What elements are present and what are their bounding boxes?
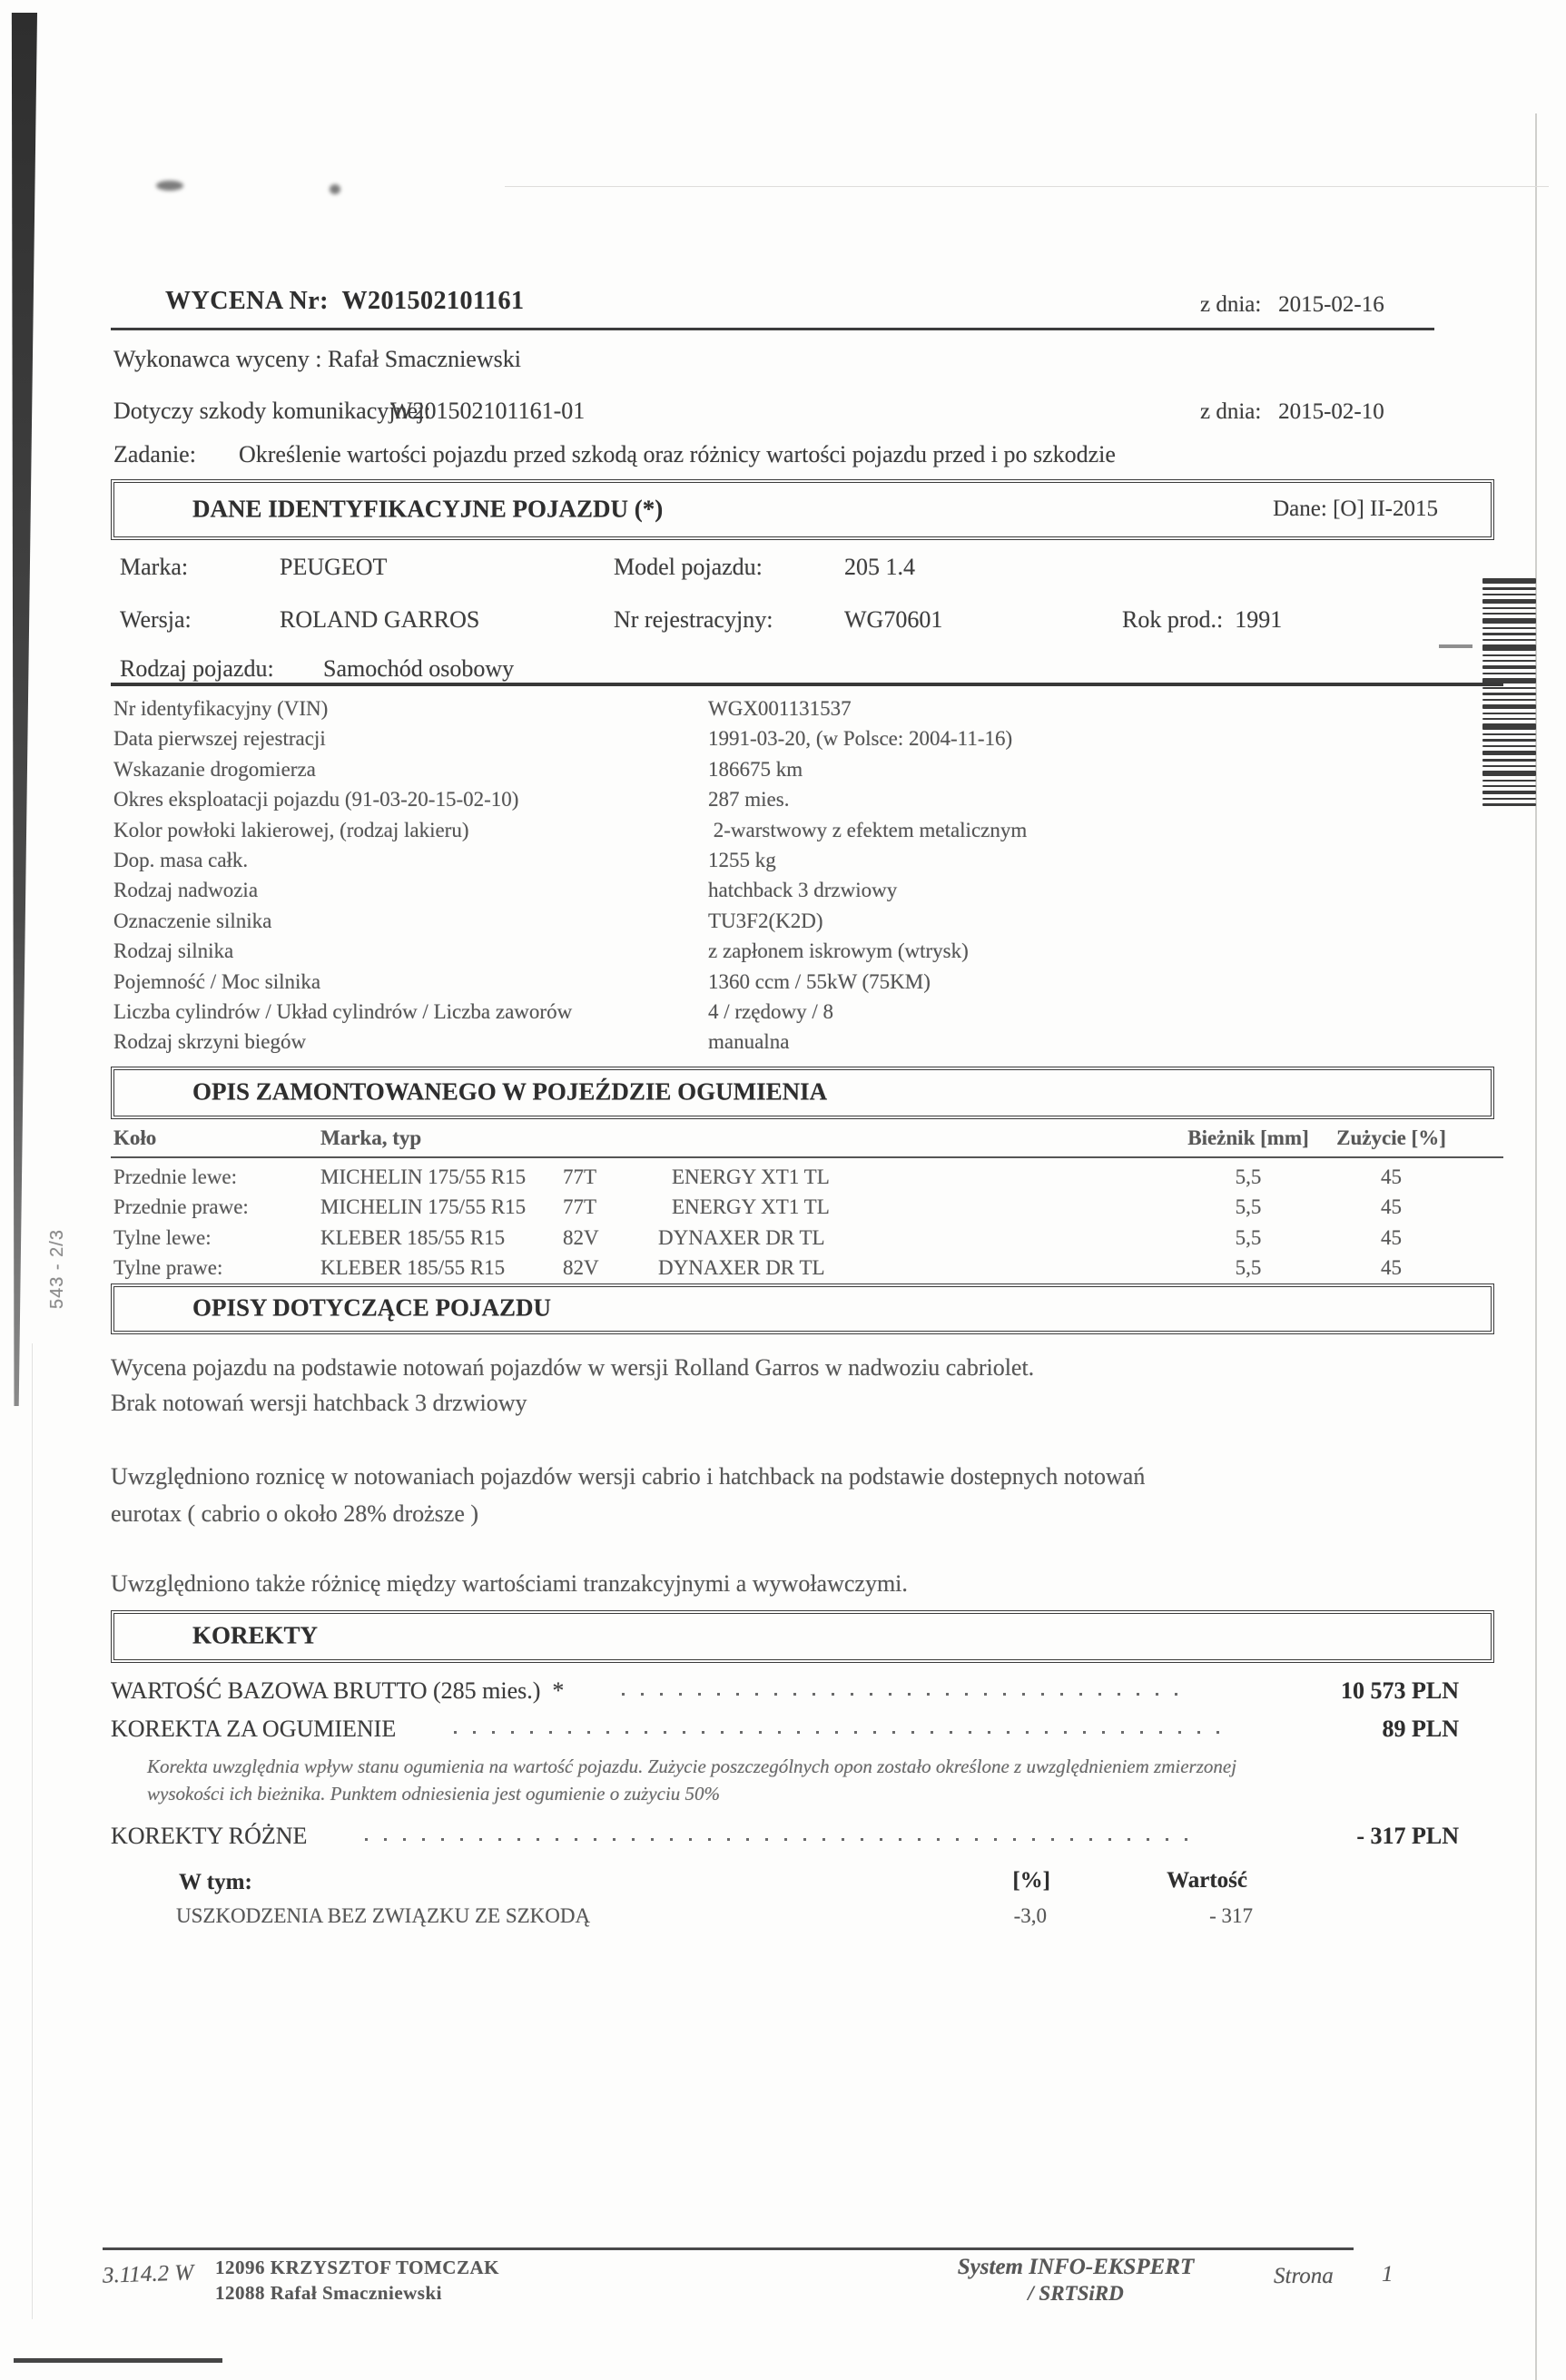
tire-position: Tylne prawe: bbox=[113, 1256, 223, 1279]
detail-value: WGX001131537 bbox=[708, 697, 852, 720]
tire-brand-size: MICHELIN 175/55 R15 bbox=[320, 1165, 527, 1188]
task-label: Zadanie: bbox=[113, 441, 196, 467]
model-label: Model pojazdu: bbox=[614, 554, 763, 580]
tire-brand-size: KLEBER 185/55 R15 bbox=[320, 1226, 506, 1249]
detail-label: Okres eksploatacji pojazdu (91-03-20-15-02-10) bbox=[113, 788, 519, 811]
wtym-col-value: Wartość bbox=[1167, 1868, 1247, 1893]
footer-system-line1: System INFO-EKSPERT bbox=[957, 2255, 1195, 2279]
tire-index: 82V bbox=[563, 1256, 599, 1279]
section-title-descriptions: OPISY DOTYCZĄCE POJAZDU bbox=[192, 1293, 552, 1322]
tire-position: Tylne lewe: bbox=[113, 1226, 212, 1249]
vehicle-details-list bbox=[113, 697, 1439, 1061]
tire-wear: 45 bbox=[1381, 1195, 1402, 1218]
section-box-identification bbox=[111, 479, 1494, 540]
detail-label: Rodzaj nadwozia bbox=[113, 879, 259, 902]
date-value: 2015-02-10 bbox=[1278, 399, 1384, 424]
document-date bbox=[1200, 292, 1384, 318]
header-rule bbox=[111, 328, 1434, 330]
rodzaj-value: Samochód osobowy bbox=[323, 655, 515, 682]
tire-wear: 45 bbox=[1381, 1256, 1402, 1279]
correction-label: WARTOŚĆ BAZOWA BRUTTO (285 mies.) * bbox=[111, 1677, 565, 1704]
tire-type: DYNAXER DR TL bbox=[658, 1226, 825, 1249]
detail-row bbox=[113, 879, 1439, 909]
detail-value: 186675 km bbox=[708, 757, 803, 781]
footer-page-label: Strona bbox=[1274, 2264, 1334, 2288]
scan-left-faint-line bbox=[32, 1343, 33, 2319]
description-paragraph: Wycena pojazdu na podstawie notowań pojazdów w wersji Rolland Garros w nadwoziu cabriolet. bbox=[111, 1354, 1035, 1381]
rok-prod bbox=[1122, 606, 1282, 634]
wtym-item-label: USZKODZENIA BEZ ZWIĄZKU ZE SZKODĄ bbox=[176, 1904, 591, 1927]
correction-value: 89 PLN bbox=[1382, 1716, 1459, 1742]
detail-label: Nr identyfikacyjny (VIN) bbox=[113, 697, 329, 720]
rejestracja-label: Nr rejestracyjny: bbox=[614, 606, 773, 633]
detail-label: Pojemność / Moc silnika bbox=[113, 969, 321, 993]
tire-tread: 5,5 bbox=[1235, 1256, 1262, 1279]
detail-row bbox=[113, 727, 1439, 757]
tire-wear: 45 bbox=[1381, 1165, 1402, 1188]
detail-row bbox=[113, 939, 1439, 969]
scan-edge-artifact bbox=[11, 13, 37, 1406]
detail-label: Kolor powłoki lakierowej, (rodzaj lakieru) bbox=[113, 818, 469, 841]
tire-type: ENERGY XT1 TL bbox=[672, 1165, 830, 1188]
tire-tread: 5,5 bbox=[1235, 1195, 1262, 1218]
date-value: 2015-02-16 bbox=[1278, 292, 1384, 317]
section-title-tires: OPIS ZAMONTOWANEGO W POJEŹDZIE OGUMIENIA bbox=[192, 1077, 828, 1106]
claim-date bbox=[1200, 399, 1384, 425]
detail-value: 1991-03-20, (w Polsce: 2004-11-16) bbox=[708, 727, 1013, 751]
description-paragraph: Uwzględniono roznicę w notowaniach pojazdów wersji cabrio i hatchback na podstawie dostepnych notowań bbox=[111, 1463, 1146, 1490]
footer-system-line2: / SRTSiRD bbox=[1028, 2282, 1124, 2305]
tire-header-rule bbox=[111, 1156, 1503, 1158]
detail-row bbox=[113, 1030, 1439, 1060]
data-reference: Dane: [O] II-2015 bbox=[1273, 496, 1438, 521]
detail-value: 1255 kg bbox=[708, 848, 776, 871]
correction-label: KOREKTA ZA OGUMIENIE bbox=[111, 1716, 397, 1742]
rejestracja-value: WG70601 bbox=[844, 606, 943, 633]
document-title-label: WYCENA Nr: bbox=[165, 287, 329, 315]
section-title-corrections: KOREKTY bbox=[192, 1621, 319, 1649]
dotted-leader bbox=[454, 1718, 1226, 1736]
section-box-corrections bbox=[111, 1610, 1494, 1663]
rok-value: 1991 bbox=[1235, 606, 1283, 633]
footer-expert-1: 12096 KRZYSZTOF TOMCZAK bbox=[215, 2257, 499, 2278]
correction-row bbox=[111, 1716, 1459, 1743]
footer-expert-2: 12088 Rafał Smaczniewski bbox=[215, 2282, 442, 2304]
tire-tread: 5,5 bbox=[1235, 1226, 1262, 1249]
footer-rule bbox=[103, 2247, 1354, 2250]
tire-index: 77T bbox=[563, 1165, 597, 1188]
wersja-label: Wersja: bbox=[120, 606, 192, 633]
detail-row bbox=[113, 849, 1439, 879]
footer-page-number: 1 bbox=[1382, 2262, 1394, 2287]
detail-value: 4 / rzędowy / 8 bbox=[708, 999, 833, 1023]
dotted-leader bbox=[622, 1680, 1185, 1698]
col-zuzycie: Zużycie [%] bbox=[1336, 1126, 1446, 1149]
scan-smudge bbox=[156, 181, 183, 191]
wtym-col-pct: [%] bbox=[1012, 1868, 1050, 1893]
executor-line: Wykonawca wyceny : Rafał Smaczniewski bbox=[113, 346, 521, 372]
description-paragraph: eurotax ( cabrio o około 28% droższe ) bbox=[111, 1500, 479, 1527]
correction-note-line1: Korekta uwzględnia wpływ stanu ogumienia na wartość pojazdu. Zużycie poszczególnych opon zostało określone z uwzględnieniem zmierzonej bbox=[147, 1755, 1237, 1777]
tire-wear: 45 bbox=[1381, 1226, 1402, 1249]
section-title-identification: DANE IDENTYFIKACYJNE POJAZDU (*) bbox=[192, 494, 664, 522]
correction-value: 10 573 PLN bbox=[1341, 1677, 1459, 1704]
detail-label: Dop. masa całk. bbox=[113, 848, 249, 871]
detail-row bbox=[113, 697, 1439, 727]
scan-top-faint-line bbox=[505, 186, 1549, 187]
detail-label: Wskazanie drogomierza bbox=[113, 757, 316, 781]
detail-value: TU3F2(K2D) bbox=[708, 909, 823, 932]
detail-label: Liczba cylindrów / Układ cylindrów / Liczba zaworów bbox=[113, 999, 573, 1023]
description-paragraph: Uwzględniono także różnicę między wartościami tranzakcyjnymi a wywoławczymi. bbox=[111, 1570, 908, 1597]
tire-row bbox=[113, 1256, 1462, 1280]
detail-label: Oznaczenie silnika bbox=[113, 909, 272, 932]
detail-value: 287 mies. bbox=[708, 788, 790, 811]
tire-brand-size: KLEBER 185/55 R15 bbox=[320, 1256, 506, 1279]
tire-row bbox=[113, 1195, 1462, 1219]
detail-row bbox=[113, 758, 1439, 788]
tire-tread: 5,5 bbox=[1235, 1165, 1262, 1188]
task-text: Określenie wartości pojazdu przed szkodą oraz różnicy wartości pojazdu przed i po szkodzie bbox=[239, 441, 1116, 467]
detail-label: Data pierwszej rejestracji bbox=[113, 727, 326, 751]
spine-label: 543 - 2/3 bbox=[47, 1229, 67, 1309]
scan-smudge bbox=[330, 184, 340, 194]
wersja-value: ROLAND GARROS bbox=[280, 606, 480, 633]
tire-position: Przednie prawe: bbox=[113, 1195, 249, 1218]
description-paragraph: Brak notowań wersji hatchback 3 drzwiowy bbox=[111, 1390, 527, 1416]
tire-position: Przednie lewe: bbox=[113, 1165, 238, 1188]
model-value: 205 1.4 bbox=[844, 554, 915, 580]
correction-row bbox=[111, 1677, 1459, 1705]
date-label: z dnia: bbox=[1200, 399, 1262, 424]
detail-row bbox=[113, 910, 1439, 939]
col-marka: Marka, typ bbox=[320, 1126, 422, 1149]
detail-label: Rodzaj silnika bbox=[113, 939, 234, 963]
rok-label: Rok prod.: bbox=[1122, 606, 1224, 633]
tire-type: ENERGY XT1 TL bbox=[672, 1195, 830, 1218]
barcode-icon bbox=[1482, 578, 1536, 810]
scan-bottom-line-artifact bbox=[14, 2358, 222, 2363]
detail-value: 2-warstwowy z efektem metalicznym bbox=[708, 818, 1028, 841]
correction-value: - 317 PLN bbox=[1356, 1823, 1459, 1849]
correction-label: KOREKTY RÓŻNE bbox=[111, 1823, 308, 1849]
identification-rule bbox=[111, 683, 1503, 686]
wtym-label: W tym: bbox=[179, 1870, 252, 1894]
tire-brand-size: MICHELIN 175/55 R15 bbox=[320, 1195, 527, 1218]
wtym-item-value: - 317 bbox=[1209, 1904, 1253, 1927]
rodzaj-label: Rodzaj pojazdu: bbox=[120, 655, 274, 682]
tire-index: 77T bbox=[563, 1195, 597, 1218]
tire-index: 82V bbox=[563, 1226, 599, 1249]
tire-table-header bbox=[113, 1126, 1462, 1150]
col-kolo: Koło bbox=[113, 1126, 157, 1149]
detail-row bbox=[113, 788, 1439, 818]
correction-note-line2: wysokości ich bieżnika. Punktem odniesienia jest ogumienie o zużyciu 50% bbox=[147, 1783, 721, 1805]
document-title bbox=[165, 287, 524, 316]
correction-row bbox=[111, 1823, 1459, 1850]
detail-value: manualna bbox=[708, 1030, 790, 1054]
section-box-descriptions bbox=[111, 1283, 1494, 1334]
scan-right-page-edge bbox=[1535, 113, 1537, 2380]
tire-type: DYNAXER DR TL bbox=[658, 1256, 825, 1279]
dotted-leader bbox=[365, 1825, 1200, 1844]
wtym-item-pct: -3,0 bbox=[1013, 1904, 1047, 1927]
tire-row bbox=[113, 1226, 1462, 1250]
date-label: z dnia: bbox=[1200, 292, 1262, 317]
footer-version: 3.114.2 W bbox=[102, 2260, 194, 2288]
detail-row bbox=[113, 819, 1439, 849]
detail-value: 1360 ccm / 55kW (75KM) bbox=[708, 969, 931, 993]
detail-value: z zapłonem iskrowym (wtrysk) bbox=[708, 939, 969, 963]
detail-row bbox=[113, 970, 1439, 1000]
detail-label: Rodzaj skrzyni biegów bbox=[113, 1030, 307, 1054]
marka-value: PEUGEOT bbox=[280, 554, 388, 580]
detail-row bbox=[113, 1000, 1439, 1030]
scan-dash-artifact bbox=[1439, 644, 1472, 648]
document-title-number: W201502101161 bbox=[341, 287, 525, 315]
claim-label: Dotyczy szkody komunikacyjnej: bbox=[113, 398, 431, 424]
tire-row bbox=[113, 1165, 1462, 1189]
claim-number: W201502101161-01 bbox=[390, 398, 586, 424]
marka-label: Marka: bbox=[120, 554, 189, 580]
section-box-tires bbox=[111, 1067, 1494, 1119]
col-bieznik: Bieżnik [mm] bbox=[1187, 1126, 1309, 1149]
detail-value: hatchback 3 drzwiowy bbox=[708, 879, 898, 902]
